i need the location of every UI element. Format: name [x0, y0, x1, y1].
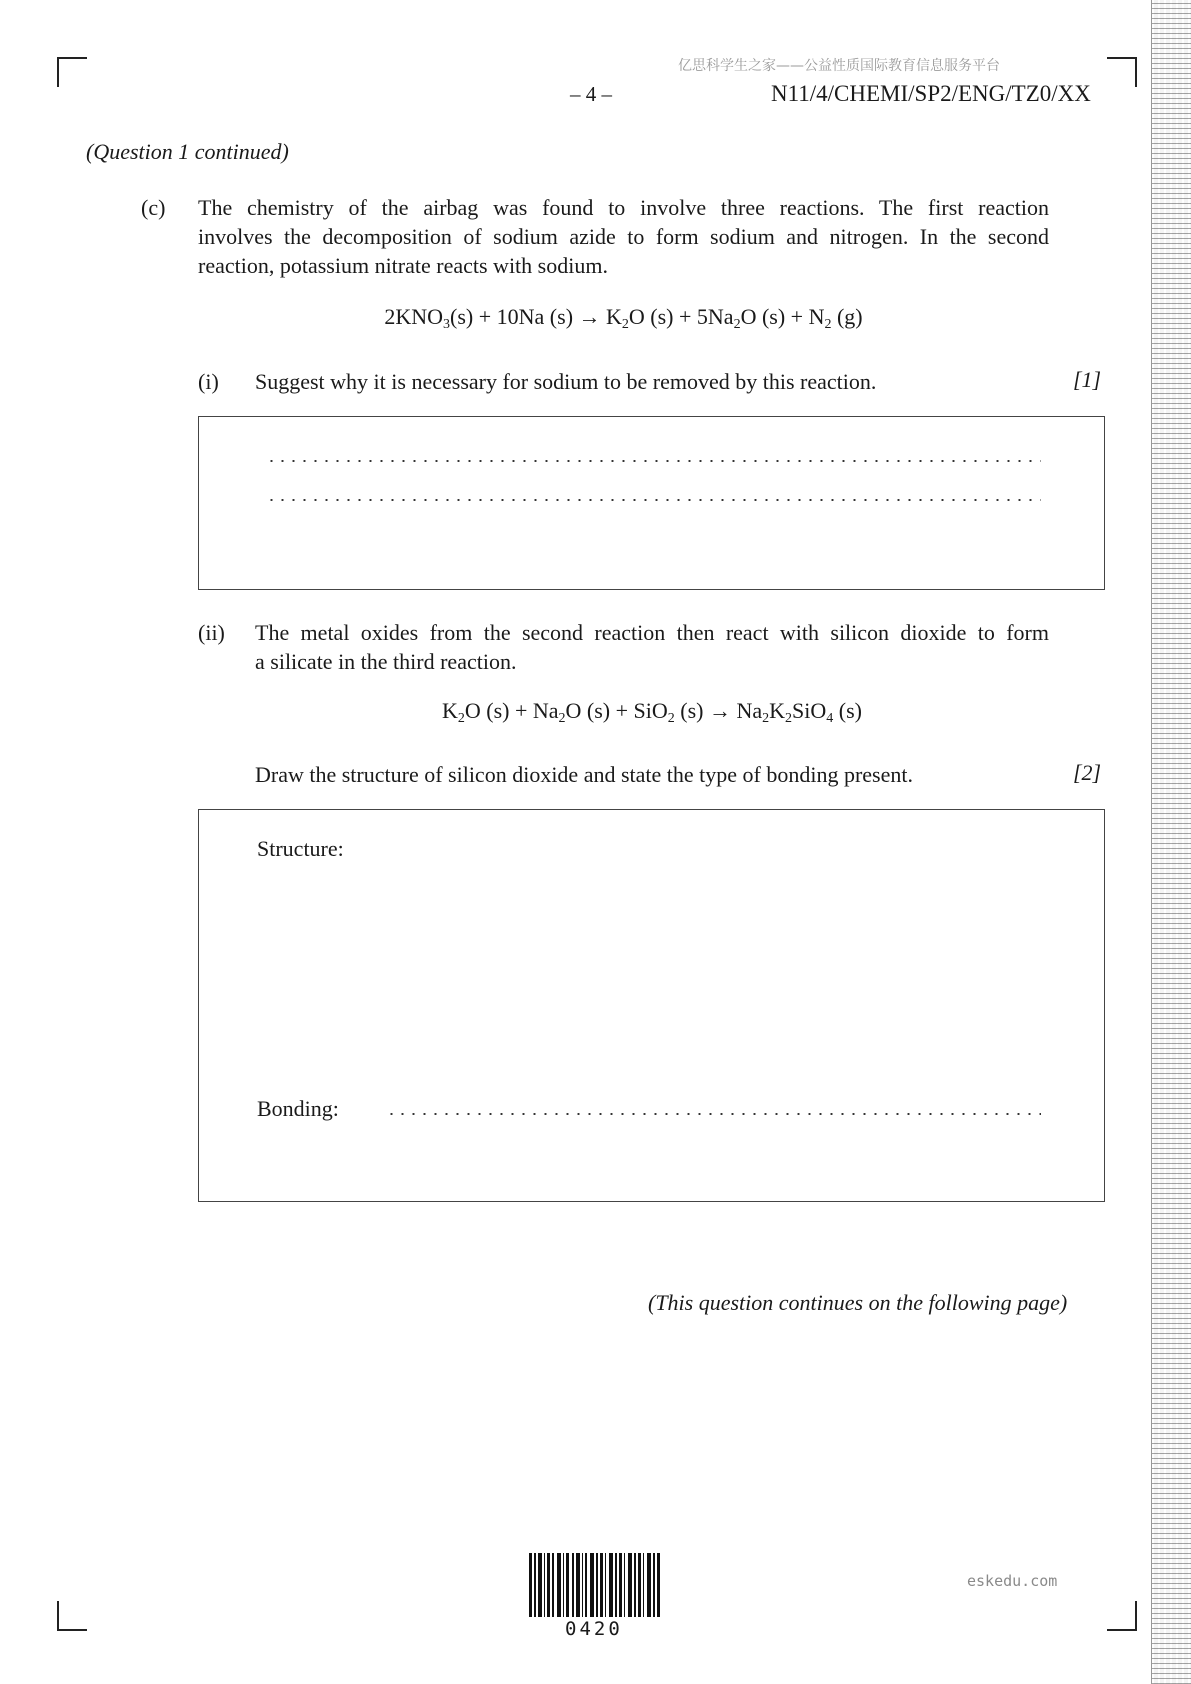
structure-drawing-area[interactable]	[257, 870, 1047, 1080]
bonding-answer-line[interactable]	[386, 1113, 1041, 1115]
answer-line-2[interactable]	[266, 499, 1041, 501]
page-number: – 4 –	[570, 82, 612, 106]
intro-line-2: involves the decomposition of sodium azide to form sodium and nitrogen. In the second	[198, 224, 1049, 249]
bonding-label: Bonding:	[257, 1096, 339, 1121]
sub-i-question: Suggest why it is necessary for sodium to be removed by this reaction.	[255, 369, 877, 394]
continues-note: (This question continues on the following page)	[648, 1290, 1068, 1315]
scan-edge-strip	[1151, 0, 1191, 1684]
answer-line-1[interactable]	[266, 460, 1041, 462]
sub-ii-label: (ii)	[198, 620, 225, 645]
corner-mark-bottom-left	[57, 1601, 87, 1631]
part-c-intro	[198, 193, 1049, 280]
sub-ii-instruction: Draw the structure of silicon dioxide and state the type of bonding present.	[255, 762, 913, 787]
corner-mark-top-left	[57, 57, 87, 87]
sub-ii-marks: [2]	[1073, 760, 1102, 785]
sub-ii-line-2: a silicate in the third reaction.	[255, 649, 517, 674]
part-c-label: (c)	[141, 195, 166, 220]
sub-ii-line-1: The metal oxides from the second reaction then react with silicon dioxide to form	[255, 620, 1049, 645]
intro-line-3: reaction, potassium nitrate reacts with sodium.	[198, 253, 608, 278]
structure-label: Structure:	[257, 836, 344, 861]
barcode-number: 0420	[565, 1618, 623, 1640]
sub-ii-text	[255, 618, 1049, 676]
sub-i-label: (i)	[198, 369, 219, 394]
barcode-graphic	[529, 1553, 661, 1617]
sub-i-marks: [1]	[1073, 367, 1102, 392]
answer-box-ii[interactable]	[198, 809, 1105, 1202]
site-watermark: eskedu.com	[967, 1572, 1058, 1590]
header-watermark: 亿思科学生之家——公益性质国际教育信息服务平台	[678, 58, 1000, 74]
question-continued-label: (Question 1 continued)	[86, 139, 289, 164]
equation-2: $K_2O$ $(s) + Na_2O$ (s) + SiO$_2$ $(s) \to Na_2K_2SiO_4$ (s)	[441, 698, 863, 726]
corner-mark-bottom-right	[1107, 1601, 1137, 1631]
corner-mark-top-right	[1107, 57, 1137, 87]
intro-line-1: The chemistry of the airbag was found to involve three reactions. The first reaction	[198, 195, 1049, 220]
equation-1: $2KNO_3(s) + 10Na$ $(s) \to K_2O$ $(s) + 5Na_2O$ $(s) + N_2$ (g)	[384, 304, 863, 332]
paper-code: N11/4/CHEMI/SP2/ENG/TZ0/XX	[771, 81, 1091, 106]
answer-box-i[interactable]	[198, 416, 1105, 590]
